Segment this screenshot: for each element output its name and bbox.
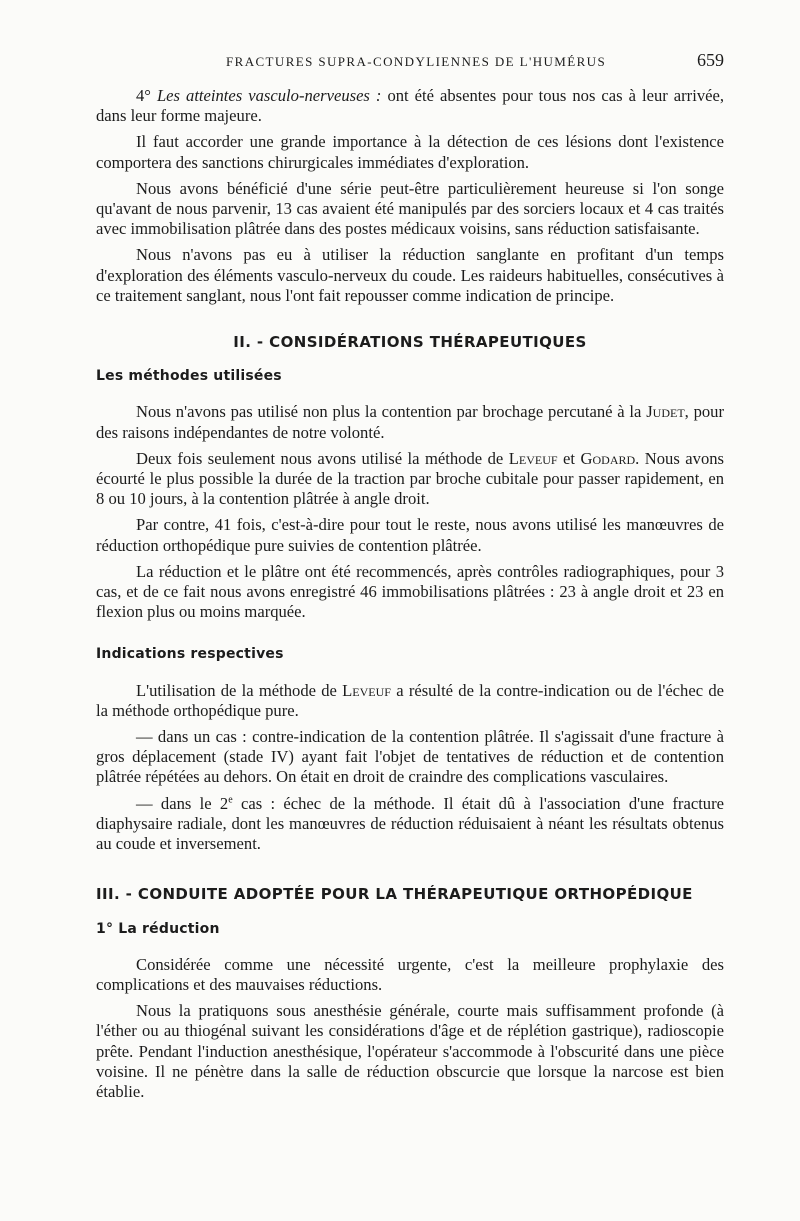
section-title-conduite: III. - CONDUITE ADOPTÉE POUR LA THÉRAPEUTIQUE ORTHOPÉDIQUE [96,885,693,904]
paragraph-text: L'utilisation de la méthode de [136,680,337,700]
body-text [96,86,724,1108]
author-name: Godard [580,448,636,468]
item-title: Les atteintes vasculo-nerveuses : [156,86,382,105]
paragraph-text: , pour des raisons indépendantes de notre volonté. [96,402,724,442]
paragraph: La réduction et le plâtre ont été recommencés, après contrôles radiographiques, pour 3 cas, et de ce fait nous avons enregistré 46 immobilisations plâtrées : 23 à angle droit et 23 en flexion plus ou moins marquée. [96,561,724,622]
author-name: Leveuf [342,680,391,700]
paragraph [96,402,724,442]
paragraph [96,794,724,855]
page-number: 659 [697,50,724,70]
paragraph-text: ont été absentes pour tous nos cas à leur arrivée, dans leur forme majeure. [96,86,724,126]
item-number: 4° [136,86,151,105]
paragraph: Il faut accorder une grande importance à la détection de ces lésions dont l'existence comportera des sanctions chirurgicales immédiates d'exploration. [96,132,724,172]
subsection-title-methodes: Les méthodes utilisées [96,368,282,385]
paragraph: Nous n'avons pas eu à utiliser la réduction sanglante en profitant d'un temps d'exploration des éléments vasculo-nerveux du coude. Les raideurs habituelles, consécutives à ce traitement sanglant, nous l'ont fait repousser comme indication de principe. [96,245,724,305]
paragraph [96,449,724,510]
running-head [96,52,724,72]
paragraph-vasculo-nerveuses [96,86,724,126]
paragraph: Considérée comme une nécessité urgente, c'est la meilleure prophylaxie des complications et des mauvaises réductions. [96,954,724,994]
section-title-considerations: II. - CONSIDÉRATIONS THÉRAPEUTIQUES [233,333,587,352]
paragraph-text: Nous n'avons pas utilisé non plus la contention par brochage percutané à la [136,402,642,422]
paragraph-text: cas : échec de la méthode. Il était dû à l'association d'une fracture diaphysaire radiale, dont les manœuvres de réduction réduisaient à néant les résultats obtenus au coude et inversement. [96,793,724,854]
superscript: e [228,794,233,806]
paragraph-text: Deux fois seulement nous avons utilisé la méthode de [136,448,504,468]
paragraph [96,681,724,721]
subsection-title-indications: Indications respectives [96,646,284,663]
author-name: Leveuf [508,448,558,468]
paragraph: Par contre, 41 fois, c'est-à-dire pour tout le reste, nous avons utilisé les manœuvres de réduction orthopédique pure suivies de contention plâtrée. [96,515,724,555]
paragraph: Nous avons bénéficié d'une série peut-être particulièrement heureuse si l'on songe qu'avant de nous parvenir, 13 cas avaient été manipulés par des sorciers locaux et 4 cas traités avec immobilisation plâtrée dans des postes médicaux voisins, sans réduction satisfaisante. [96,178,724,239]
subsection-title-reduction: 1° La réduction [96,920,220,937]
author-name: Judet [646,402,685,422]
paragraph-text: a résulté de la contre-indication ou de l'échec de la méthode orthopédique pure. [96,680,724,720]
paragraph: Nous la pratiquons sous anesthésie générale, courte mais suffisamment profonde (à l'éther ou au thiogénal suivant les considérations d'âge et de réplétion gastrique), radioscopie prête. Pendant l'induction anesthésique, l'opérateur s'accommode à l'obscurité dans une pièce voisine. Il ne pénètre dans la salle de réduction obscurcie que lorsque la narcose est bien établie. [96,1001,724,1101]
running-title: FRACTURES SUPRA-CONDYLIENNES DE L'HUMÉRUS [226,54,607,69]
paragraph-text: et [557,448,581,468]
paragraph-text: — dans le 2 [136,793,229,813]
paragraph: — dans un cas : contre-indication de la contention plâtrée. Il s'agissait d'une fracture à gros déplacement (stade IV) ayant fait l'objet de tentatives de réduction et de contention plâtrée répétées au dehors. On était en droit de craindre des complications vasculaires. [96,727,724,787]
paragraph-text: . Nous avons écourté le plus possible la durée de la traction par broche cubitale pour passer rapidement, en 8 ou 10 jours, à la contention plâtrée à angle droit. [96,448,724,509]
